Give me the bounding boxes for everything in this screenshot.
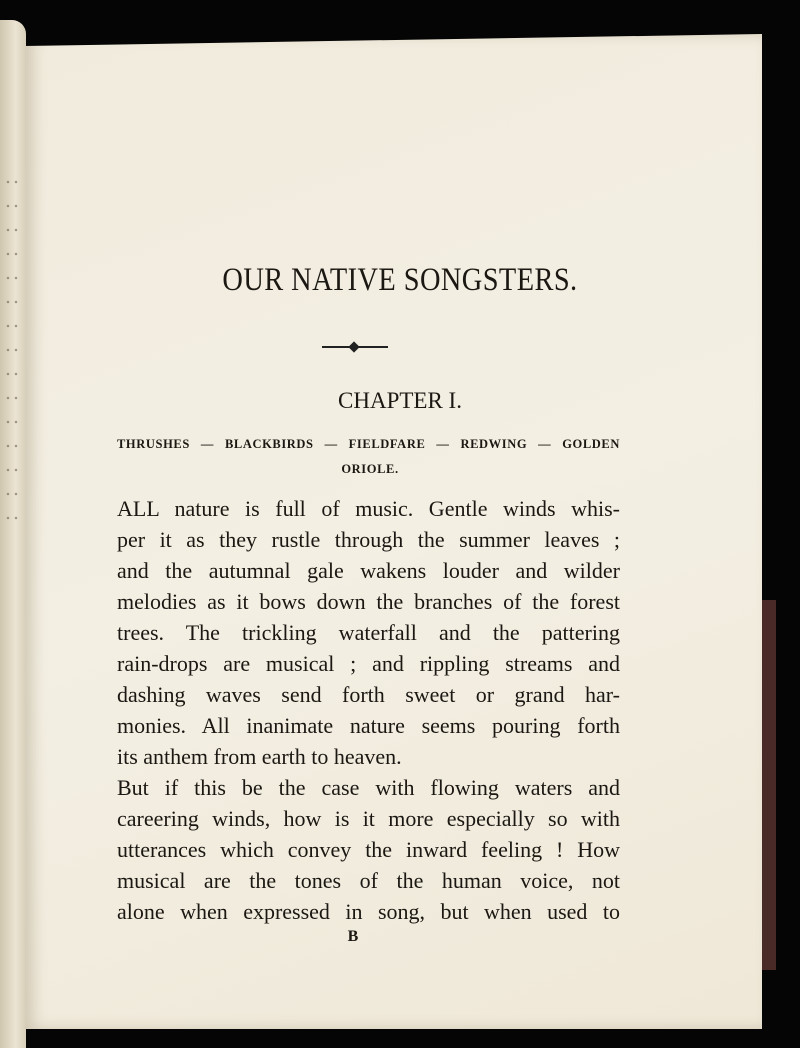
- body-line: and the autumnal gale wakens louder and wilder: [117, 558, 620, 583]
- body-line: musical are the tones of the human voice, not: [117, 868, 620, 893]
- signature-mark: B: [347, 928, 359, 945]
- chapter-subtitle-line-1: THRUSHES — BLACKBIRDS — FIELDFARE — REDWING — GOLDEN: [117, 437, 620, 451]
- chapter-heading: CHAPTER I.: [338, 388, 462, 413]
- body-line: ALL nature is full of music. Gentle winds whis-: [117, 496, 620, 521]
- book-cover-edge: [762, 600, 776, 970]
- body-line: trees. The trickling waterfall and the pattering: [117, 620, 620, 645]
- body-line: dashing waves send forth sweet or grand har-: [117, 682, 620, 707]
- body-line: alone when expressed in song, but when used to: [117, 899, 620, 924]
- ornament-divider: [322, 346, 388, 348]
- body-line: its anthem from earth to heaven.: [117, 744, 402, 769]
- body-line: monies. All inanimate nature seems pouring forth: [117, 713, 620, 738]
- body-line: But if this be the case with flowing waters and: [117, 775, 620, 800]
- facing-page-edge: [0, 20, 26, 1048]
- chapter-subtitle-line-2: ORIOLE.: [341, 462, 399, 476]
- body-line: per it as they rustle through the summer leaves ;: [117, 527, 620, 552]
- book-title: OUR NATIVE SONGSTERS.: [222, 262, 578, 298]
- body-line: rain-drops are musical ; and rippling streams and: [117, 651, 620, 676]
- body-line: melodies as it bows down the branches of the forest: [117, 589, 620, 614]
- body-line: careering winds, how is it more especially so with: [117, 806, 620, 831]
- body-line: utterances which convey the inward feeling ! How: [117, 837, 620, 862]
